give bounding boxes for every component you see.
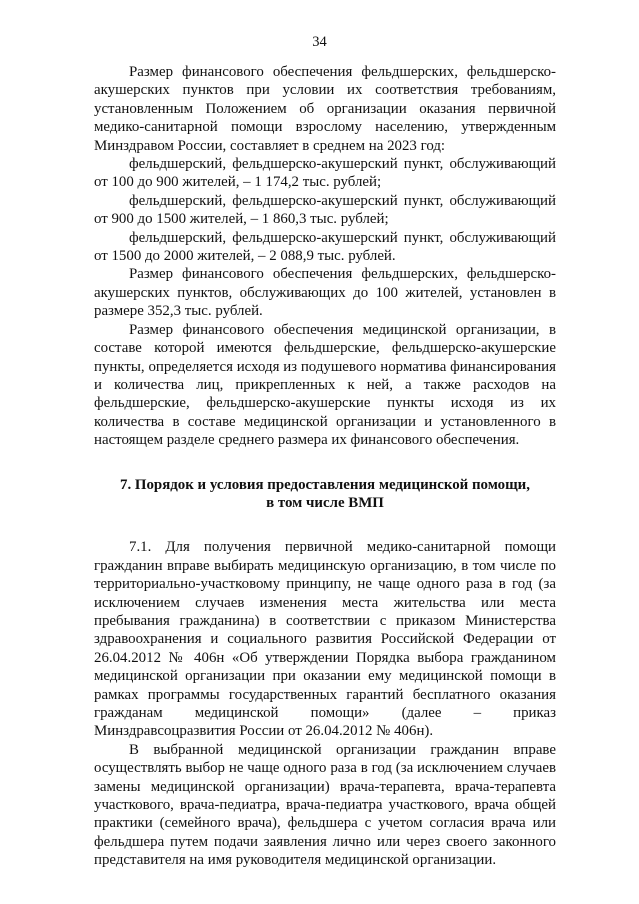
paragraph-7-1: 7.1. Для получения первичной медико-санитарной помощи гражданин вправе выбирать медицинскую организацию, в том числе по территориально-участковому принципу, не чаще одного раза в год (за исключением случаев изменения места жительства или места пребывания гражданина) в соответствии с приказом Министерства здравоохранения и социального развития Российской Федерации от 26.04.2012 № 406н «Об утверждении Порядка выбора гражданином медицинской организации при оказании ему медицинской помощи в рамках программы государственных гарантий бесплатного оказания гражданам медицинской помощи» (далее – приказ Минздравсоцразвития России от 26.04.2012 № 406н). xyxy=(94,539,556,740)
paragraph-doctor-choice: В выбранной медицинской организации гражданин вправе осуществлять выбор не чаще одного раза в год (за исключением случаев замены медицинской организации) врача-терапевта, врача-терапевта участкового, врача-педиатра, врача-педиатра участкового, врача общей практики (семейного врача), фельдшера с учетом согласия врача или фельдшера путем подачи заявления лично или через своего законного представителя на имя руководителя медицинской организации. xyxy=(94,741,556,869)
paragraph-fap-1500-2000: фельдшерский, фельдшерско-акушерский пункт, обслуживающий от 1500 до 2000 жителей, – 2 088,9 тыс. рублей. xyxy=(94,229,556,265)
paragraph-fap-under-100: Размер финансового обеспечения фельдшерских, фельдшерско-акушерских пунктов, обслуживающих до 100 жителей, установлен в размере 352,3 тыс. рублей. xyxy=(94,266,556,320)
document-body xyxy=(94,63,556,870)
paragraph-medical-organization-funding: Размер финансового обеспечения медицинской организации, в составе которой имеются фельдшерские, фельдшерско-акушерские пункты, определяется исходя из подушевого норматива финансирования и количества лиц, прикрепленных к ней, а также расходов на фельдшерские, фельдшерско-акушерские пункты исходя из их количества в составе медицинской организации и установленного в настоящем разделе среднего размера их финансового обеспечения. xyxy=(94,321,556,449)
section-heading-line-2: в том числе ВМП xyxy=(266,494,384,511)
paragraph-fap-900-1500: фельдшерский, фельдшерско-акушерский пункт, обслуживающий от 900 до 1500 жителей, – 1 860,3 тыс. рублей; xyxy=(94,192,556,228)
paragraph-fap-funding-intro: Размер финансового обеспечения фельдшерских, фельдшерско-акушерских пунктов при условии их соответствия требованиям, установленным Положением об организации оказания первичной медико-санитарной помощи взрослому населению, утвержденным Минздравом России, составляет в среднем на 2023 год: xyxy=(94,64,556,154)
paragraph-fap-100-900: фельдшерский, фельдшерско-акушерский пункт, обслуживающий от 100 до 900 жителей, – 1 174,2 тыс. рублей; xyxy=(94,156,556,191)
page-number: 34 xyxy=(312,34,327,50)
section-heading xyxy=(94,476,556,513)
section-heading-line-1: 7. Порядок и условия предоставления медицинской помощи, xyxy=(120,476,530,493)
